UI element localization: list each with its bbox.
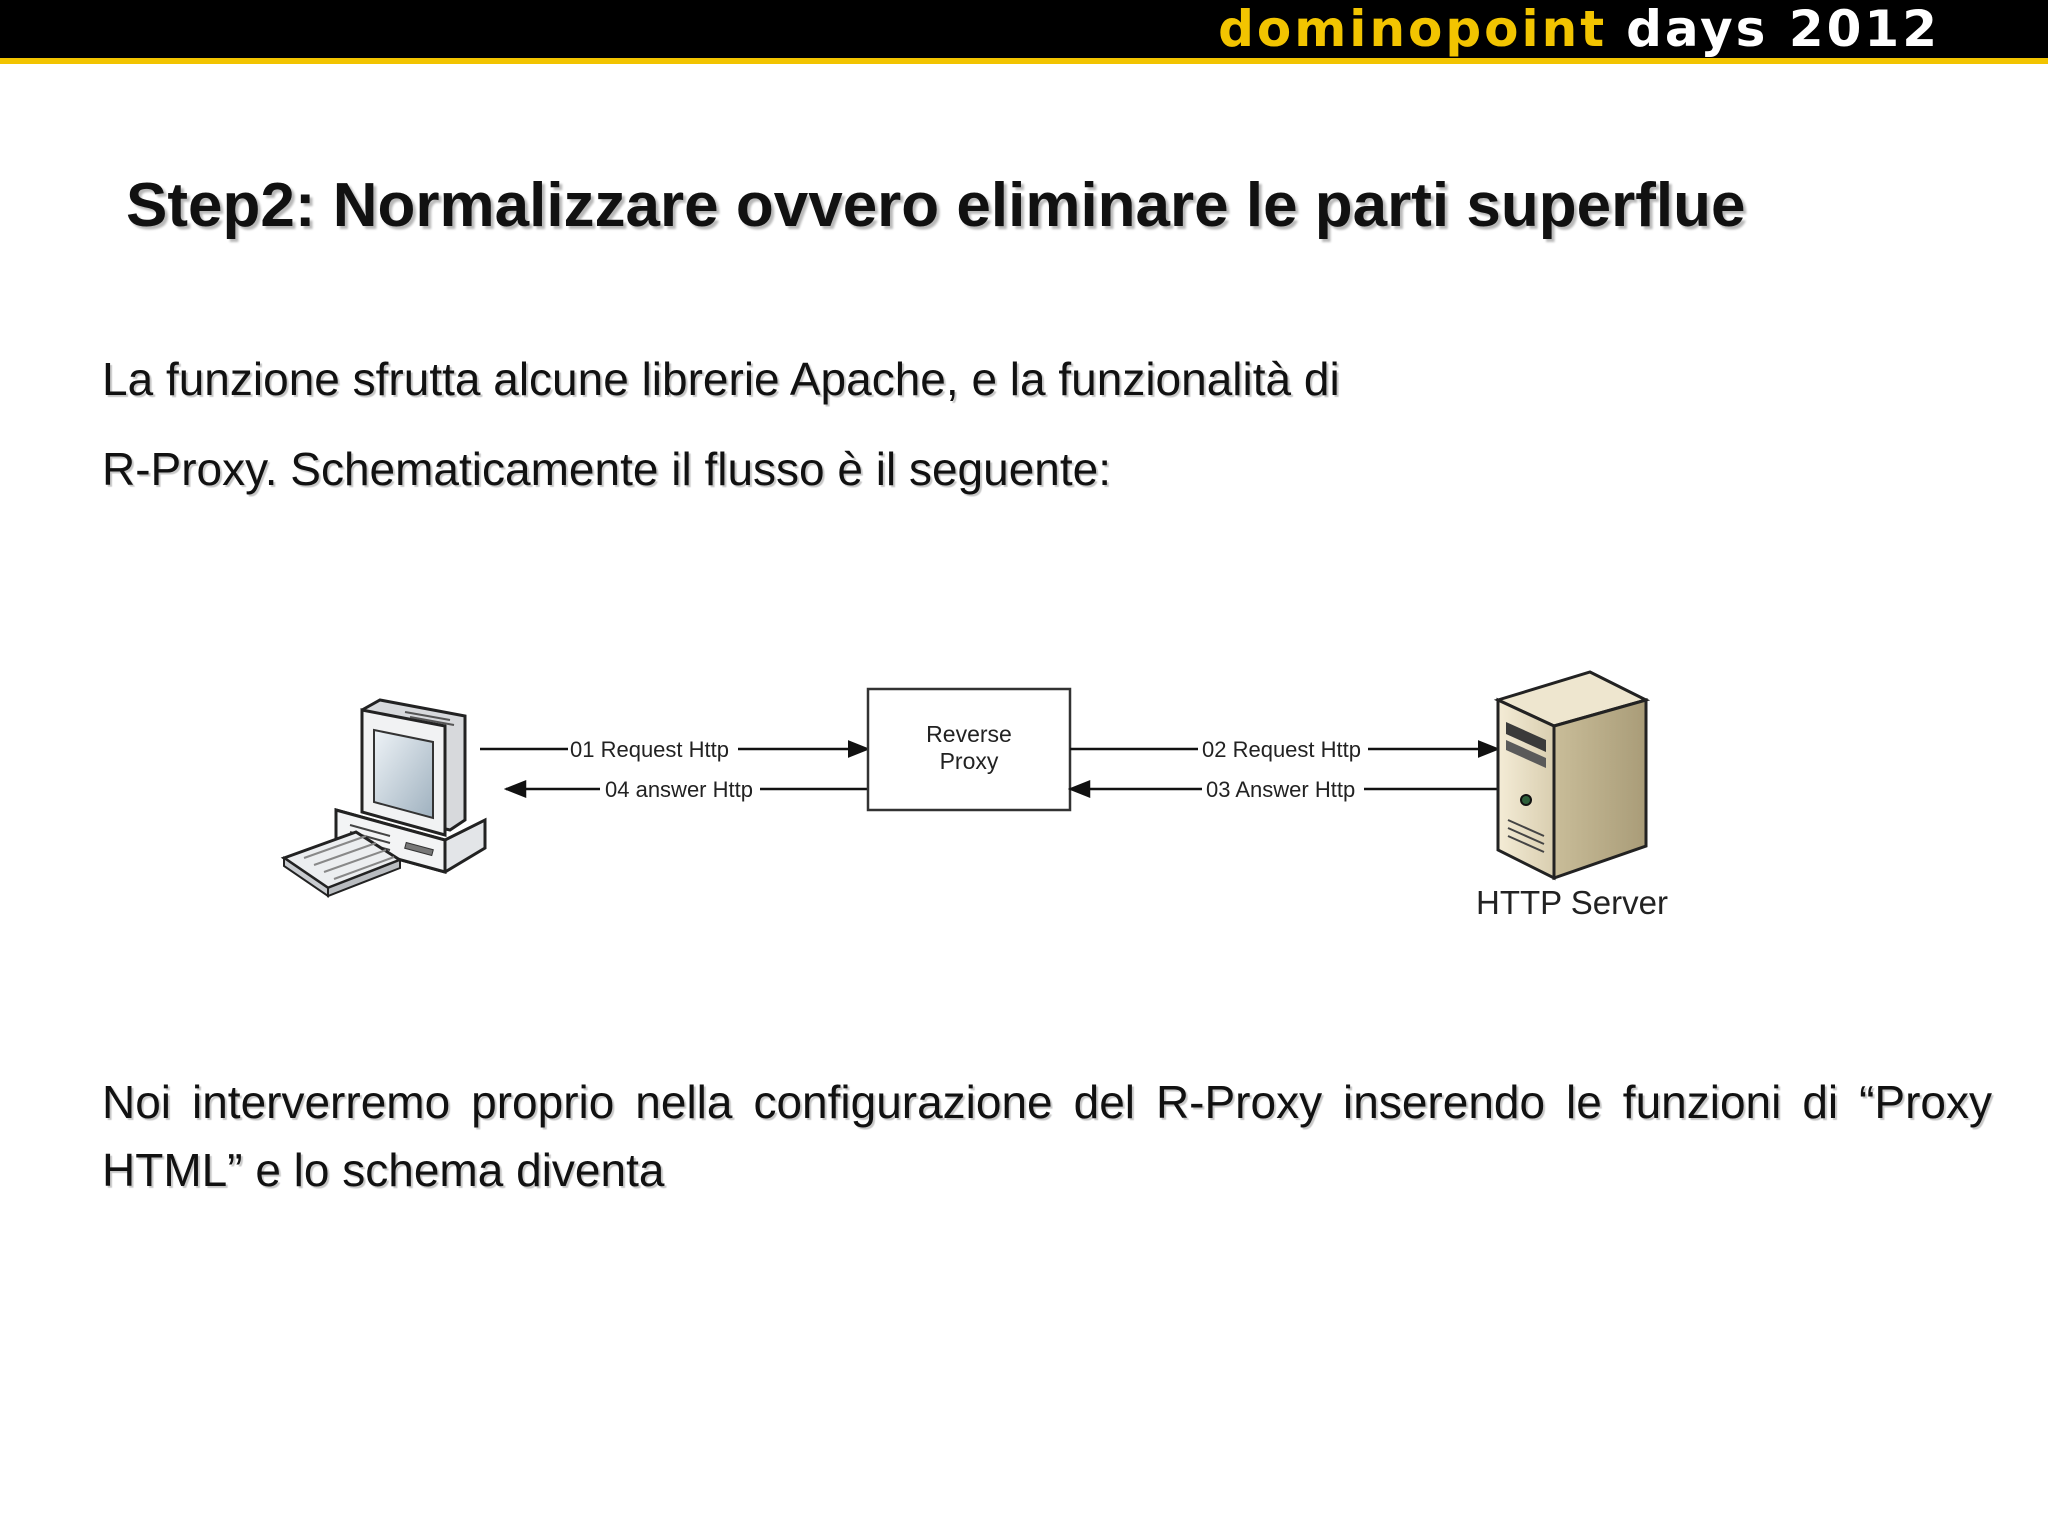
intro-line-2: R-Proxy. Schematicamente il flusso è il seguente: bbox=[102, 443, 1112, 495]
flow-diagram bbox=[270, 660, 1690, 930]
brand-name: dominopoint bbox=[1218, 0, 1608, 58]
slide-title: Step2: Normalizzare ovvero eliminare le parti superflue bbox=[126, 171, 1746, 240]
reverse-proxy-box bbox=[868, 689, 1070, 810]
flow-diagram-svg bbox=[270, 660, 1690, 930]
desktop-computer-icon bbox=[284, 700, 485, 896]
arrow-02-label: 02 Request Http bbox=[1202, 737, 1361, 762]
closing-paragraph: Noi interverremo proprio nella configurazione del R-Proxy inserendo le funzioni di “Proxy HTML” e lo schema diventa bbox=[102, 1076, 1992, 1196]
tower-server-icon bbox=[1498, 672, 1646, 878]
arrow-03-label: 03 Answer Http bbox=[1206, 777, 1356, 802]
header-accent-rule bbox=[0, 58, 2048, 64]
intro-line-1: La funzione sfrutta alcune librerie Apache, e la funzionalità di bbox=[102, 353, 1340, 405]
arrow-01-label: 01 Request Http bbox=[570, 737, 729, 762]
brand-event: days 2012 bbox=[1626, 0, 1940, 58]
header-bar bbox=[0, 0, 2048, 58]
brand-logo bbox=[1218, 2, 1940, 56]
server-label: HTTP Server bbox=[1476, 884, 1668, 921]
proxy-label-line-2: Proxy bbox=[939, 748, 999, 774]
proxy-label-line-1: Reverse bbox=[926, 721, 1012, 747]
arrow-04-label: 04 answer Http bbox=[605, 777, 753, 802]
arrow-03-answer bbox=[1070, 775, 1498, 803]
arrow-04-answer bbox=[506, 775, 868, 803]
arrow-02-request bbox=[1070, 735, 1498, 763]
arrow-01-request bbox=[480, 735, 868, 763]
